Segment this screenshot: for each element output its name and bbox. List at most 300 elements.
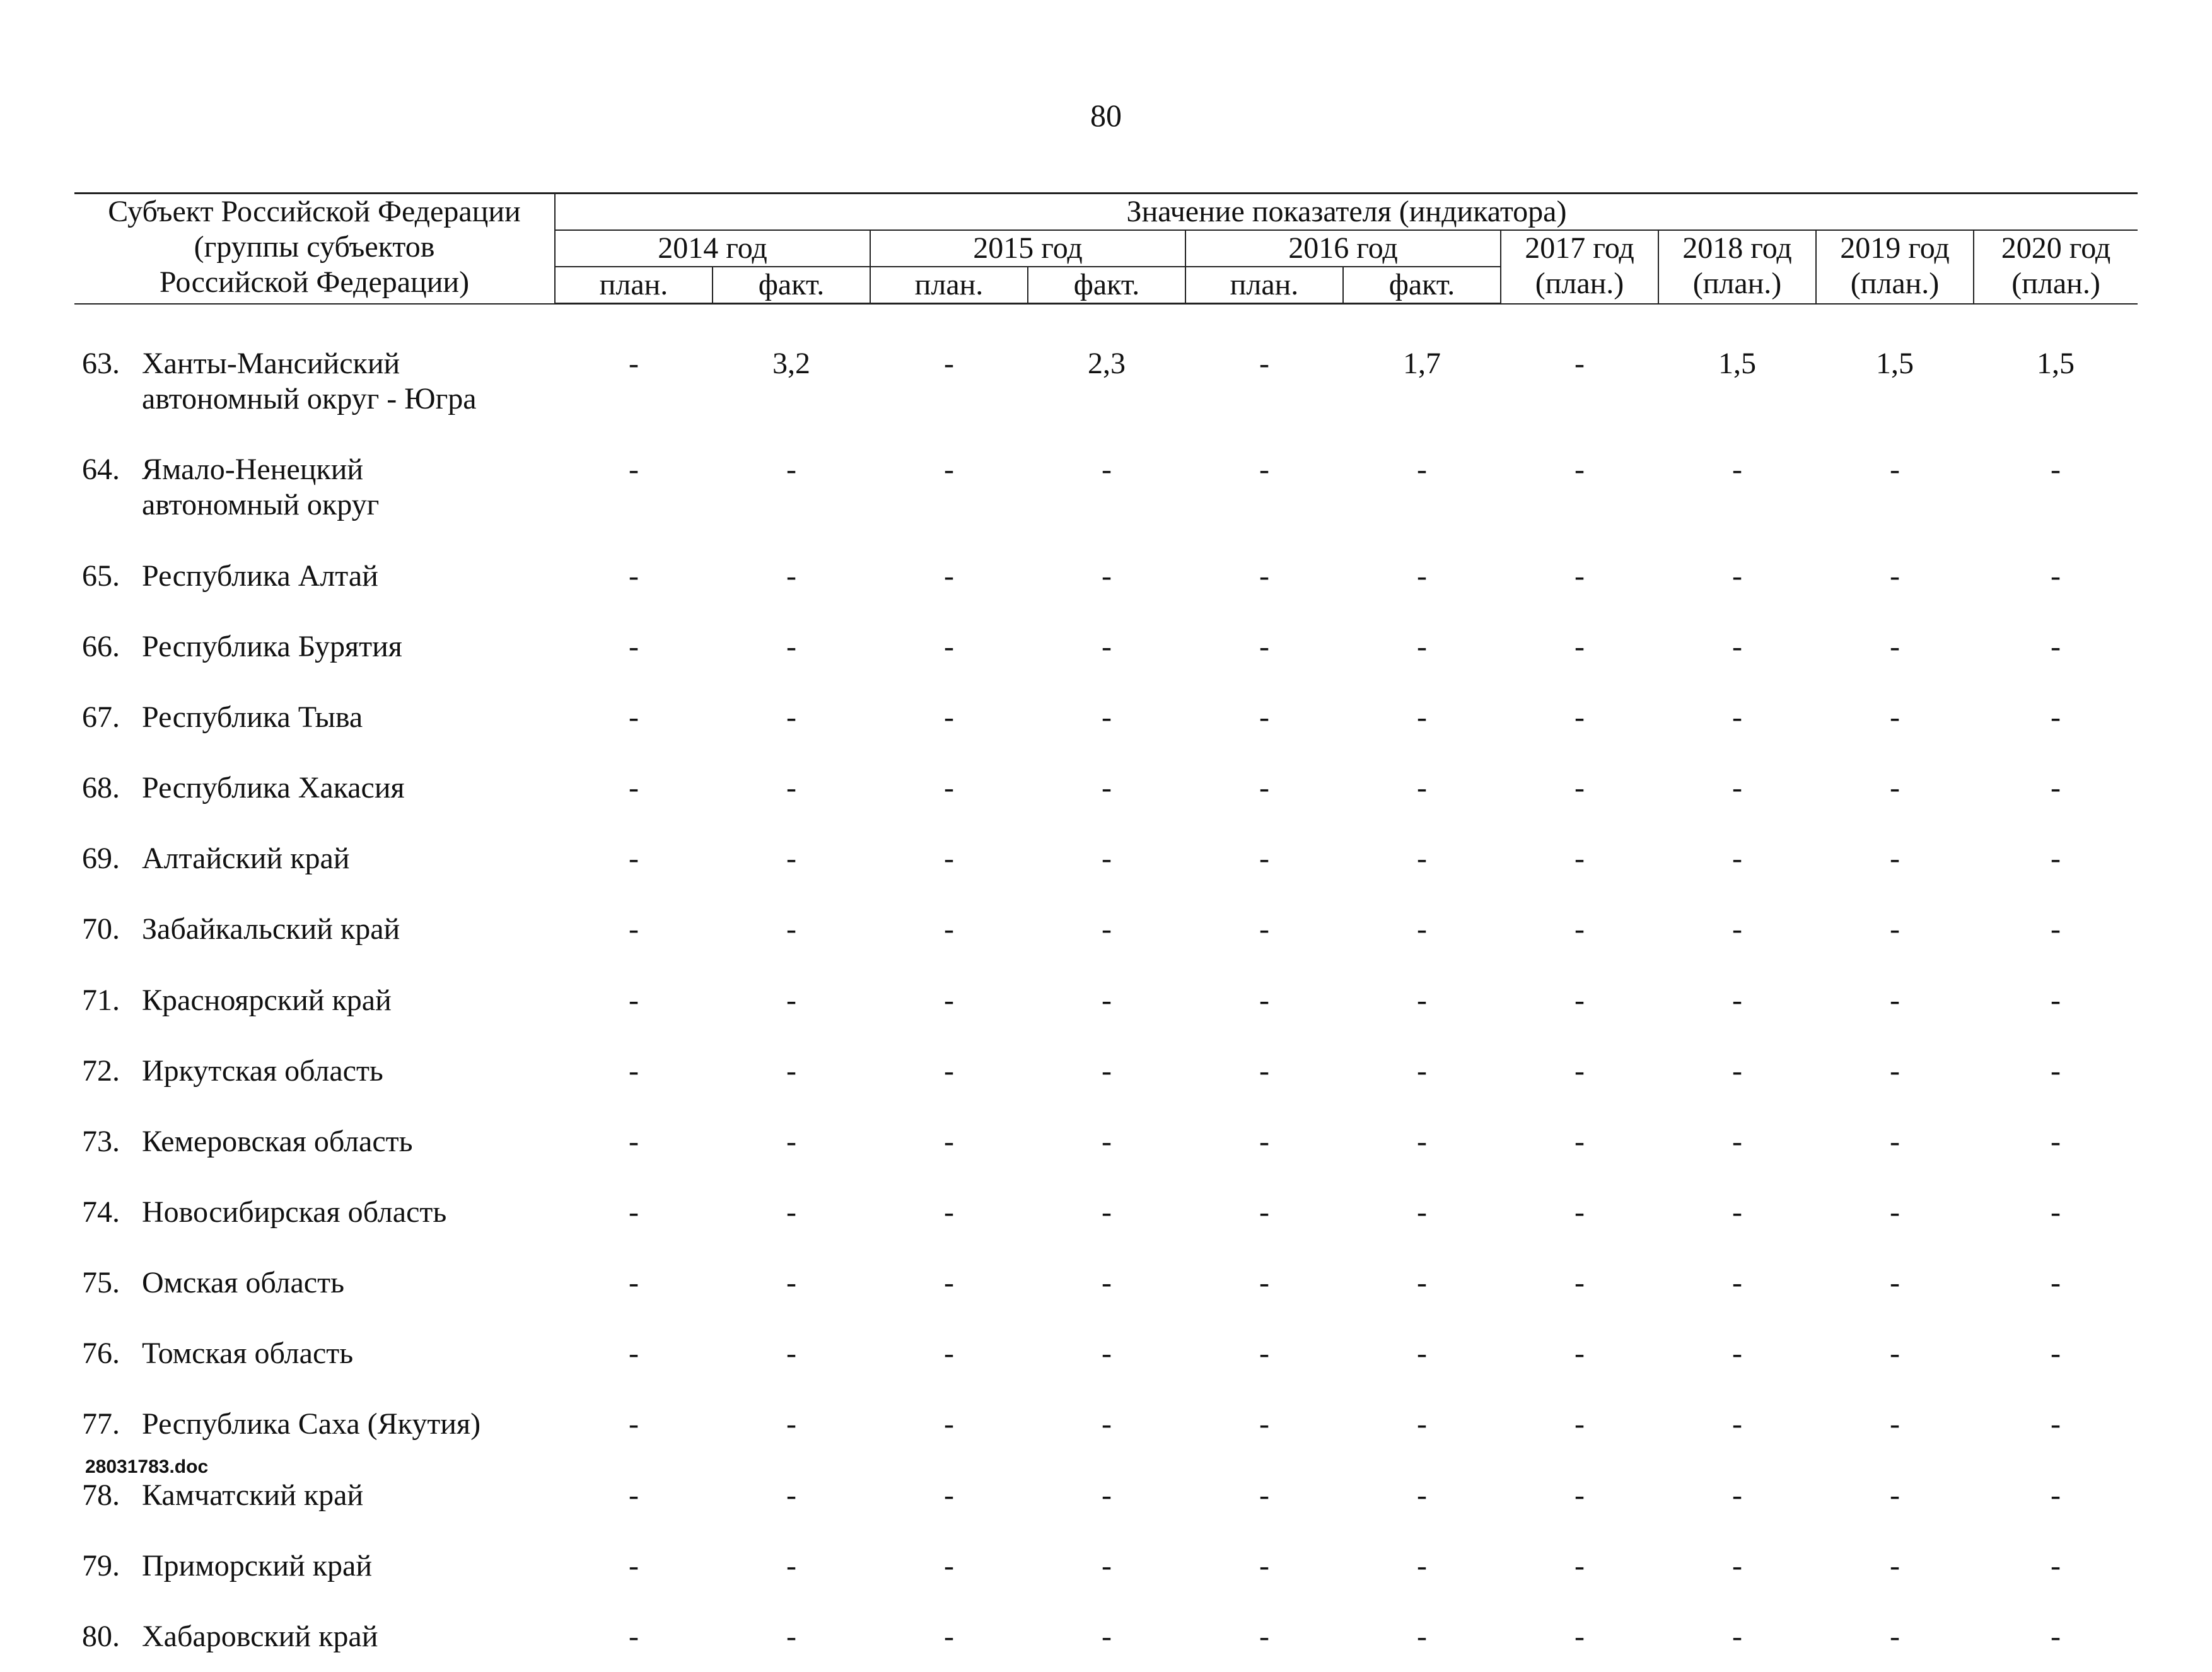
fact-subheader: факт. (1343, 267, 1501, 304)
subject-cell (74, 541, 555, 612)
subject-label-line: Республика Алтай (142, 559, 378, 593)
value-cell: - (786, 1266, 796, 1300)
table-row (74, 1318, 2138, 1389)
value-cell: - (786, 1337, 796, 1371)
value-cell: - (1732, 842, 1742, 876)
value-cell: - (944, 983, 954, 1017)
value-cell: - (1890, 983, 1900, 1017)
value-cell: - (1259, 1124, 1269, 1158)
value-cell: - (1575, 1548, 1585, 1582)
value-cell: - (2051, 771, 2061, 805)
subject-name (74, 770, 555, 806)
row-number: 76. (82, 1337, 120, 1371)
value-cell: - (1102, 771, 1112, 805)
subject-label-line: Республика Саха (Якутия) (142, 1407, 481, 1441)
value-cell: - (629, 559, 639, 593)
value-cell: - (1732, 1407, 1742, 1441)
value-cell: - (1890, 1337, 1900, 1371)
value-cell: - (1890, 559, 1900, 593)
value-cell: - (629, 1266, 639, 1300)
value-cell: - (1417, 453, 1427, 487)
indicator-header: Значение показателя (индикатора) (555, 194, 2138, 231)
value-cell: - (1102, 559, 1112, 593)
value-cell: - (1732, 912, 1742, 946)
value-cell: - (1102, 1337, 1112, 1371)
value-cell: - (1575, 453, 1585, 487)
value-cell: - (1575, 1054, 1585, 1088)
subject-label-line: автономный округ - Югра (142, 382, 477, 416)
value-cell: - (1259, 842, 1269, 876)
subject-name (74, 559, 555, 594)
value-cell: - (944, 771, 954, 805)
table-row (74, 1106, 2138, 1177)
value-cell: - (786, 629, 796, 663)
value-cell: - (1732, 1478, 1742, 1512)
value-cell: - (2051, 1407, 2061, 1441)
subject-name (74, 700, 555, 735)
subject-label (142, 700, 555, 735)
value-cell: - (1102, 453, 1112, 487)
value-cell: - (1259, 347, 1269, 381)
value-cell: - (1259, 1195, 1269, 1229)
value-cell: - (1575, 629, 1585, 663)
year-sublabel: (план.) (2011, 267, 2100, 301)
value-cell: - (1259, 912, 1269, 946)
year-sublabel: (план.) (1850, 267, 1940, 301)
value-cell: - (1890, 700, 1900, 734)
subject-label-line: Республика Тыва (142, 700, 363, 734)
subject-label (142, 1478, 555, 1513)
value-cell: - (1417, 700, 1427, 734)
value-cell: - (629, 1478, 639, 1512)
value-cell: - (1259, 629, 1269, 663)
value-cell: - (786, 842, 796, 876)
value-cell: - (1259, 1619, 1269, 1653)
value-cell: - (1259, 983, 1269, 1017)
subject-label (142, 1054, 555, 1089)
year-header-2016: 2016 год (1185, 230, 1501, 267)
subject-cell (74, 1318, 555, 1389)
table-row (74, 304, 2138, 434)
table-row (74, 753, 2138, 823)
subject-column-header (74, 194, 555, 304)
value-cell: - (944, 1054, 954, 1088)
value-cell: - (1102, 1619, 1112, 1653)
value-cell: - (1890, 1054, 1900, 1088)
value-cell: - (1575, 1266, 1585, 1300)
subject-cell (74, 823, 555, 894)
value-cell: - (1259, 771, 1269, 805)
row-number: 80. (82, 1619, 120, 1653)
row-number: 64. (82, 453, 120, 487)
subject-label-line: Томская область (142, 1337, 354, 1371)
footer-filename: 28031783.doc (85, 1456, 209, 1477)
value-cell: - (1890, 1619, 1900, 1653)
value-cell: - (786, 1124, 796, 1158)
table-row (74, 1177, 2138, 1248)
page-number: 80 (1090, 98, 1122, 133)
value-cell: - (629, 1407, 639, 1441)
value-cell: - (1102, 912, 1112, 946)
value-cell: - (2051, 1548, 2061, 1582)
value-cell: - (1417, 629, 1427, 663)
value-cell: - (1732, 1054, 1742, 1088)
table-row (74, 1601, 2138, 1672)
value-cell: - (786, 1548, 796, 1582)
table-row (74, 1036, 2138, 1106)
value-cell: - (1102, 1266, 1112, 1300)
subject-name (74, 1407, 555, 1442)
value-cell: - (1102, 629, 1112, 663)
value-cell: - (944, 1619, 954, 1653)
subject-label-line: Ханты-Мансийский (142, 346, 400, 380)
value-cell: - (944, 842, 954, 876)
subject-name (74, 1336, 555, 1371)
subject-label (142, 1619, 555, 1654)
subject-cell (74, 612, 555, 682)
table-row (74, 682, 2138, 753)
value-cell: - (1732, 983, 1742, 1017)
year-header-2015: 2015 год (870, 230, 1185, 267)
value-cell: - (786, 912, 796, 946)
value-cell: - (1890, 912, 1900, 946)
subject-header-line: (группы субъектов (194, 230, 435, 264)
value-cell: - (1259, 453, 1269, 487)
year-sublabel: (план.) (1692, 267, 1782, 301)
subject-name (74, 983, 555, 1018)
value-cell: 1,5 (2037, 346, 2075, 380)
subject-cell (74, 1601, 555, 1672)
subject-label (142, 1265, 555, 1301)
value-cell: - (629, 453, 639, 487)
value-cell: - (944, 559, 954, 593)
subject-label (142, 983, 555, 1018)
value-cell: - (944, 1266, 954, 1300)
value-cell: - (1259, 1407, 1269, 1441)
subject-cell (74, 1036, 555, 1106)
value-cell: - (629, 1195, 639, 1229)
value-cell: - (1417, 1548, 1427, 1582)
value-cell: - (2051, 559, 2061, 593)
value-cell: - (1732, 700, 1742, 734)
value-cell: - (944, 1124, 954, 1158)
value-cell: - (1890, 1195, 1900, 1229)
row-number: 75. (82, 1266, 120, 1300)
table-row (74, 541, 2138, 612)
plan-subheader: план. (555, 267, 713, 304)
row-number: 77. (82, 1407, 120, 1441)
value-cell: - (2051, 1266, 2061, 1300)
value-cell: - (1890, 1548, 1900, 1582)
value-cell: - (1259, 1266, 1269, 1300)
subject-cell (74, 894, 555, 965)
value-cell: - (1102, 842, 1112, 876)
subject-label-line: Иркутская область (142, 1054, 383, 1088)
subject-label-line: Омская область (142, 1266, 344, 1300)
value-cell: - (629, 842, 639, 876)
value-cell: - (629, 1619, 639, 1653)
value-cell: - (944, 700, 954, 734)
value-cell: - (1575, 842, 1585, 876)
subject-cell (74, 1177, 555, 1248)
table-row (74, 1531, 2138, 1601)
subject-cell (74, 1531, 555, 1601)
indicator-table (74, 192, 2138, 1672)
row-number: 66. (82, 629, 120, 663)
subject-name (74, 1195, 555, 1230)
value-cell: - (1890, 1478, 1900, 1512)
subject-label (142, 452, 555, 523)
year-label: 2017 год (1525, 231, 1634, 265)
value-cell: - (1890, 1407, 1900, 1441)
subject-label-line: Забайкальский край (142, 912, 400, 946)
value-cell: - (1890, 453, 1900, 487)
fact-subheader: факт. (713, 267, 870, 304)
value-cell: - (1417, 1124, 1427, 1158)
subject-label-line: Хабаровский край (142, 1619, 378, 1653)
value-cell: - (1732, 559, 1742, 593)
value-cell: - (1732, 1124, 1742, 1158)
row-number: 74. (82, 1195, 120, 1229)
subject-label (142, 912, 555, 947)
fact-subheader: факт. (1028, 267, 1185, 304)
value-cell: - (1417, 1337, 1427, 1371)
subject-cell (74, 753, 555, 823)
value-cell: - (629, 771, 639, 805)
value-cell: - (1890, 771, 1900, 805)
value-cell: - (944, 1407, 954, 1441)
year-header-2018 (1658, 230, 1816, 304)
value-cell: - (1575, 1407, 1585, 1441)
value-cell: - (1890, 1266, 1900, 1300)
value-cell: - (1575, 1124, 1585, 1158)
value-cell: - (944, 1548, 954, 1582)
value-cell: - (2051, 700, 2061, 734)
value-cell: 2,3 (1088, 347, 1126, 381)
value-cell: - (786, 1407, 796, 1441)
subject-header-line: Субъект Российской Федерации (108, 195, 521, 228)
value-cell: - (944, 1195, 954, 1229)
value-cell: - (2051, 1478, 2061, 1512)
subject-cell (74, 682, 555, 753)
value-cell: 3,2 (772, 347, 810, 381)
subject-cell (74, 965, 555, 1036)
row-number: 78. (82, 1478, 120, 1512)
value-cell: - (1732, 453, 1742, 487)
value-cell: - (2051, 842, 2061, 876)
value-cell: - (1417, 912, 1427, 946)
table-row (74, 1248, 2138, 1318)
year-header-2019 (1816, 230, 1974, 304)
value-cell: - (786, 1054, 796, 1088)
value-cell: - (1575, 1619, 1585, 1653)
value-cell: - (786, 1619, 796, 1653)
subject-cell (74, 1248, 555, 1318)
value-cell: - (1417, 1266, 1427, 1300)
subject-name (74, 1548, 555, 1584)
value-cell: - (1102, 1407, 1112, 1441)
value-cell: - (1575, 912, 1585, 946)
year-label: 2020 год (2001, 231, 2111, 265)
value-cell: - (2051, 1124, 2061, 1158)
value-cell: - (2051, 1619, 2061, 1653)
subject-label (142, 1336, 555, 1371)
value-cell: - (1259, 1054, 1269, 1088)
value-cell: - (2051, 912, 2061, 946)
table-row (74, 612, 2138, 682)
subject-name (74, 1619, 555, 1654)
subject-name (74, 629, 555, 665)
subject-cell (74, 434, 555, 540)
value-cell: - (1575, 1195, 1585, 1229)
subject-label (142, 770, 555, 806)
subject-name (74, 1124, 555, 1159)
subject-name (74, 1478, 555, 1513)
subject-label-line: Новосибирская область (142, 1195, 447, 1229)
year-header-2020 (1974, 230, 2138, 304)
subject-label (142, 1195, 555, 1230)
year-header-2014: 2014 год (555, 230, 870, 267)
subject-label (142, 559, 555, 594)
row-number: 63. (82, 346, 120, 380)
subject-label-line: Республика Бурятия (142, 629, 402, 663)
value-cell: - (944, 912, 954, 946)
value-cell: - (786, 1478, 796, 1512)
subject-label-line: Кемеровская область (142, 1124, 413, 1158)
value-cell: - (1732, 1195, 1742, 1229)
subject-name (74, 1054, 555, 1089)
subject-name (74, 912, 555, 947)
value-cell: - (1417, 1054, 1427, 1088)
subject-label-line: автономный округ (142, 488, 380, 522)
row-number: 69. (82, 842, 120, 876)
value-cell: - (1732, 1337, 1742, 1371)
value-cell: 1,7 (1403, 347, 1441, 381)
row-number: 70. (82, 912, 120, 946)
subject-cell (74, 1106, 555, 1177)
value-cell: - (2051, 1337, 2061, 1371)
value-cell: - (1575, 1478, 1585, 1512)
subject-name (74, 1265, 555, 1301)
value-cell: - (629, 629, 639, 663)
value-cell: - (629, 1337, 639, 1371)
value-cell: - (786, 453, 796, 487)
value-cell: - (1890, 1124, 1900, 1158)
subject-label (142, 1124, 555, 1159)
row-number: 67. (82, 700, 120, 734)
value-cell: - (2051, 1054, 2061, 1088)
value-cell: - (2051, 453, 2061, 487)
value-cell: - (1259, 1337, 1269, 1371)
table-header (74, 194, 2138, 304)
value-cell: - (786, 771, 796, 805)
subject-label (142, 1407, 555, 1442)
row-number: 71. (82, 983, 120, 1017)
subject-label-line: Республика Хакасия (142, 771, 405, 805)
table-row (74, 965, 2138, 1036)
value-cell: - (786, 1195, 796, 1229)
value-cell: - (1575, 700, 1585, 734)
value-cell: - (1417, 1619, 1427, 1653)
value-cell: - (1102, 1124, 1112, 1158)
subject-cell (74, 304, 555, 434)
subject-label-line: Алтайский край (142, 842, 350, 876)
value-cell: - (629, 347, 639, 381)
value-cell: - (944, 1478, 954, 1512)
value-cell: - (786, 559, 796, 593)
subject-name (74, 346, 555, 417)
value-cell: 1,5 (1876, 346, 1914, 380)
value-cell: - (1575, 559, 1585, 593)
value-cell: - (1732, 1548, 1742, 1582)
table-row (74, 1389, 2138, 1460)
value-cell: 1,5 (1718, 346, 1756, 380)
value-cell: - (1575, 983, 1585, 1017)
value-cell: - (1732, 1619, 1742, 1653)
value-cell: - (1575, 1337, 1585, 1371)
value-cell: - (1102, 1548, 1112, 1582)
value-cell: - (1732, 629, 1742, 663)
subject-label (142, 629, 555, 665)
value-cell: - (2051, 983, 2061, 1017)
row-number: 79. (82, 1548, 120, 1582)
row-number: 73. (82, 1124, 120, 1158)
table-row (74, 894, 2138, 965)
value-cell: - (1259, 700, 1269, 734)
plan-subheader: план. (870, 267, 1028, 304)
value-cell: - (1102, 983, 1112, 1017)
value-cell: - (786, 983, 796, 1017)
value-cell: - (629, 912, 639, 946)
row-number: 72. (82, 1054, 120, 1088)
subject-label (142, 346, 555, 417)
table-row (74, 1460, 2138, 1531)
subject-header-line: Российской Федерации) (159, 265, 470, 299)
value-cell: - (1417, 559, 1427, 593)
value-cell: - (1575, 346, 1585, 380)
subject-name (74, 841, 555, 876)
value-cell: - (944, 629, 954, 663)
row-number: 68. (82, 771, 120, 805)
value-cell: - (629, 700, 639, 734)
value-cell: - (1417, 1407, 1427, 1441)
value-cell: - (944, 1337, 954, 1371)
value-cell: - (786, 700, 796, 734)
value-cell: - (1732, 1266, 1742, 1300)
subject-label-line: Камчатский край (142, 1478, 364, 1512)
value-cell: - (629, 983, 639, 1017)
table-row (74, 823, 2138, 894)
value-cell: - (1890, 842, 1900, 876)
subject-label-line: Ямало-Ненецкий (142, 453, 364, 487)
table-body (74, 304, 2138, 1672)
value-cell: - (1417, 1478, 1427, 1512)
value-cell: - (1417, 983, 1427, 1017)
value-cell: - (1417, 1195, 1427, 1229)
value-cell: - (629, 1054, 639, 1088)
value-cell: - (1102, 1195, 1112, 1229)
subject-name (74, 452, 555, 523)
value-cell: - (1102, 1054, 1112, 1088)
value-cell: - (629, 1548, 639, 1582)
value-cell: - (1259, 559, 1269, 593)
year-sublabel: (план.) (1535, 267, 1624, 301)
value-cell: - (944, 347, 954, 381)
value-cell: - (1259, 1548, 1269, 1582)
value-cell: - (1417, 842, 1427, 876)
value-cell: - (1417, 771, 1427, 805)
subject-label (142, 1548, 555, 1584)
